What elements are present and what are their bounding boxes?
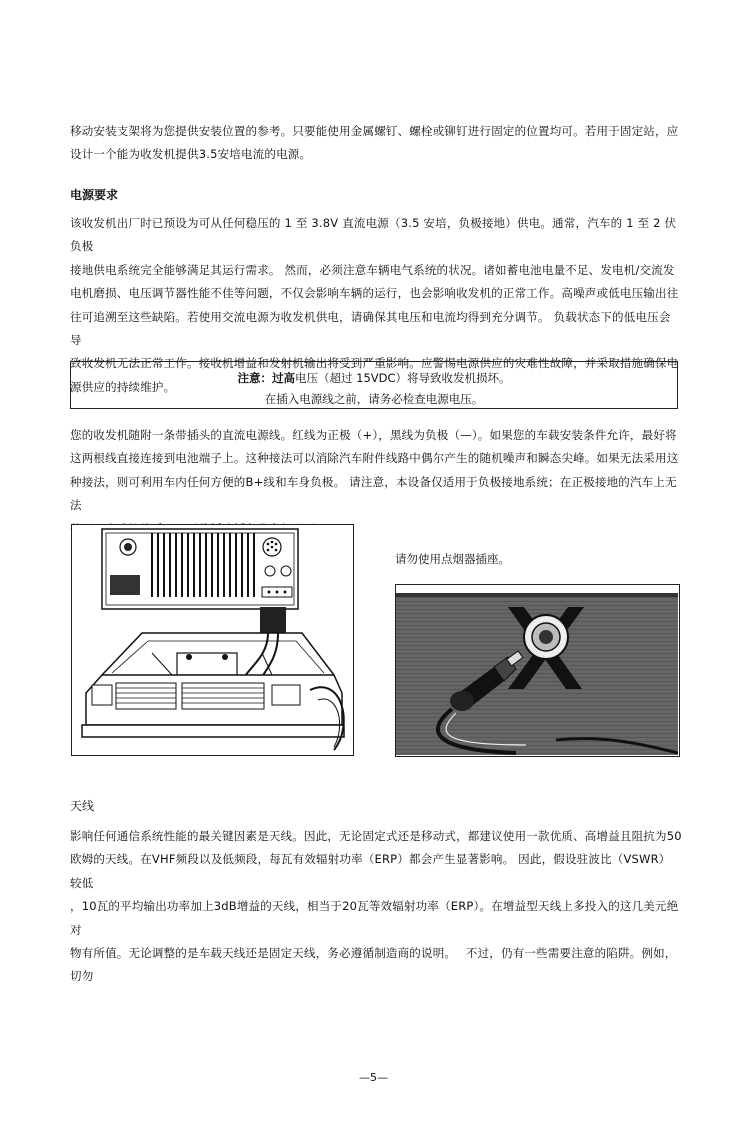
figure-cigarette-lighter-warning (395, 584, 680, 757)
text-line: 往可追溯至这些缺陷。若使用交流电源为收发机供电，请确保其电压和电流均得到充分调节。 负载状态下的低电压会导 (70, 309, 671, 348)
antenna-paragraph (70, 825, 682, 989)
figure-car-battery-wiring (71, 524, 354, 756)
section-heading-power: 电源要求 (70, 188, 119, 202)
text-line: 致收发机无法正常工作。接收机增益和发射机输出将受到严重影响。应警惕电源供应的灾难性故障，并采取措施确保电 (70, 356, 679, 371)
intro-paragraph (70, 120, 682, 167)
text-line: 设计一个能为收发机提供3.5安培电流的电源。 (70, 147, 312, 162)
text-line: 接地供电系统完全能够满足其运行需求。 然而，必须注意车辆电气系统的状况。诸如蓄电池电量不足、发电机/交流发 (70, 262, 675, 277)
text-line: 您的收发机随附一条带插头的直流电源线。红线为正极（+），黑线为负极（—）。如果您的车载安装条件允许，最好将 (70, 428, 677, 442)
notice-line-2: 在插入电源线之前，请务必检查电源电压。 (264, 392, 484, 406)
text-line: 影响任何通信系统性能的最关键因素是天线。因此，无论固定式还是移动式，都建议使用一款优质、高增益且阻抗为50 (70, 829, 682, 843)
text-line: 物有所值。无论调整的是车载天线还是固定天线，务必遵循制造商的说明。 不过，仍有一些需要注意的陷阱。例如， (70, 946, 677, 961)
text-line: 该收发机出厂时已预设为可从任何稳压的 1 至 3.8V 直流电源（3.5 安培，负极接地）供电。通常，汽车的 1 至 2 伏负极 (70, 216, 677, 254)
text-line: 源供应的持续维护。 (70, 379, 176, 394)
text-line: ，10瓦的平均输出功率加上3dB增益的天线，相当于20瓦等效辐射功率（ERP）。在增益型天线上多投入的这几美元绝对 (70, 899, 679, 937)
text-line: 种接法，则可利用车内任何方便的B+线和车身负极。 请注意，本设备仅适用于负极接地系统；在正极接地的汽车上无法 (70, 474, 677, 513)
figure-caption-lighter: 请勿使用点烟器插座。 (395, 552, 510, 566)
text-line: 欧姆的天线。在VHF频段以及低频段，每瓦有效辐射功率（ERP）都会产生显著影响。 因此，假设驻波比（VSWR）较低 (70, 852, 671, 890)
text-line: 电机磨损、电压调节器性能不佳等问题，不仅会影响车辆的运行，也会影响收发机的正常工作。高噪声或低电压输出往 (70, 286, 679, 301)
notice-text: 电压（超过 15VDC）将导致收发机损坏。 (294, 371, 511, 385)
text-line: 这两根线直接连接到电池端子上。这种接法可以消除汽车附件线路中偶尔产生的随机噪声和瞬态尖峰。如果无法采用这 (70, 451, 679, 466)
text-line: 切勿 (70, 969, 94, 984)
warning-notice-box (70, 361, 678, 409)
lighter-socket-illustration (396, 585, 678, 755)
text-line: 移动安装支架将为您提供安装位置的参考。只要能使用金属螺钉、螺栓或铆钉进行固定的位置均可。若用于固定站，应 (70, 124, 679, 138)
page-number: —5— (359, 1071, 388, 1084)
car-wiring-illustration (72, 525, 352, 754)
notice-prefix: 注意：过高 (237, 371, 295, 385)
section-heading-antenna: 天线 (70, 799, 95, 813)
notice-line-1 (71, 370, 677, 386)
